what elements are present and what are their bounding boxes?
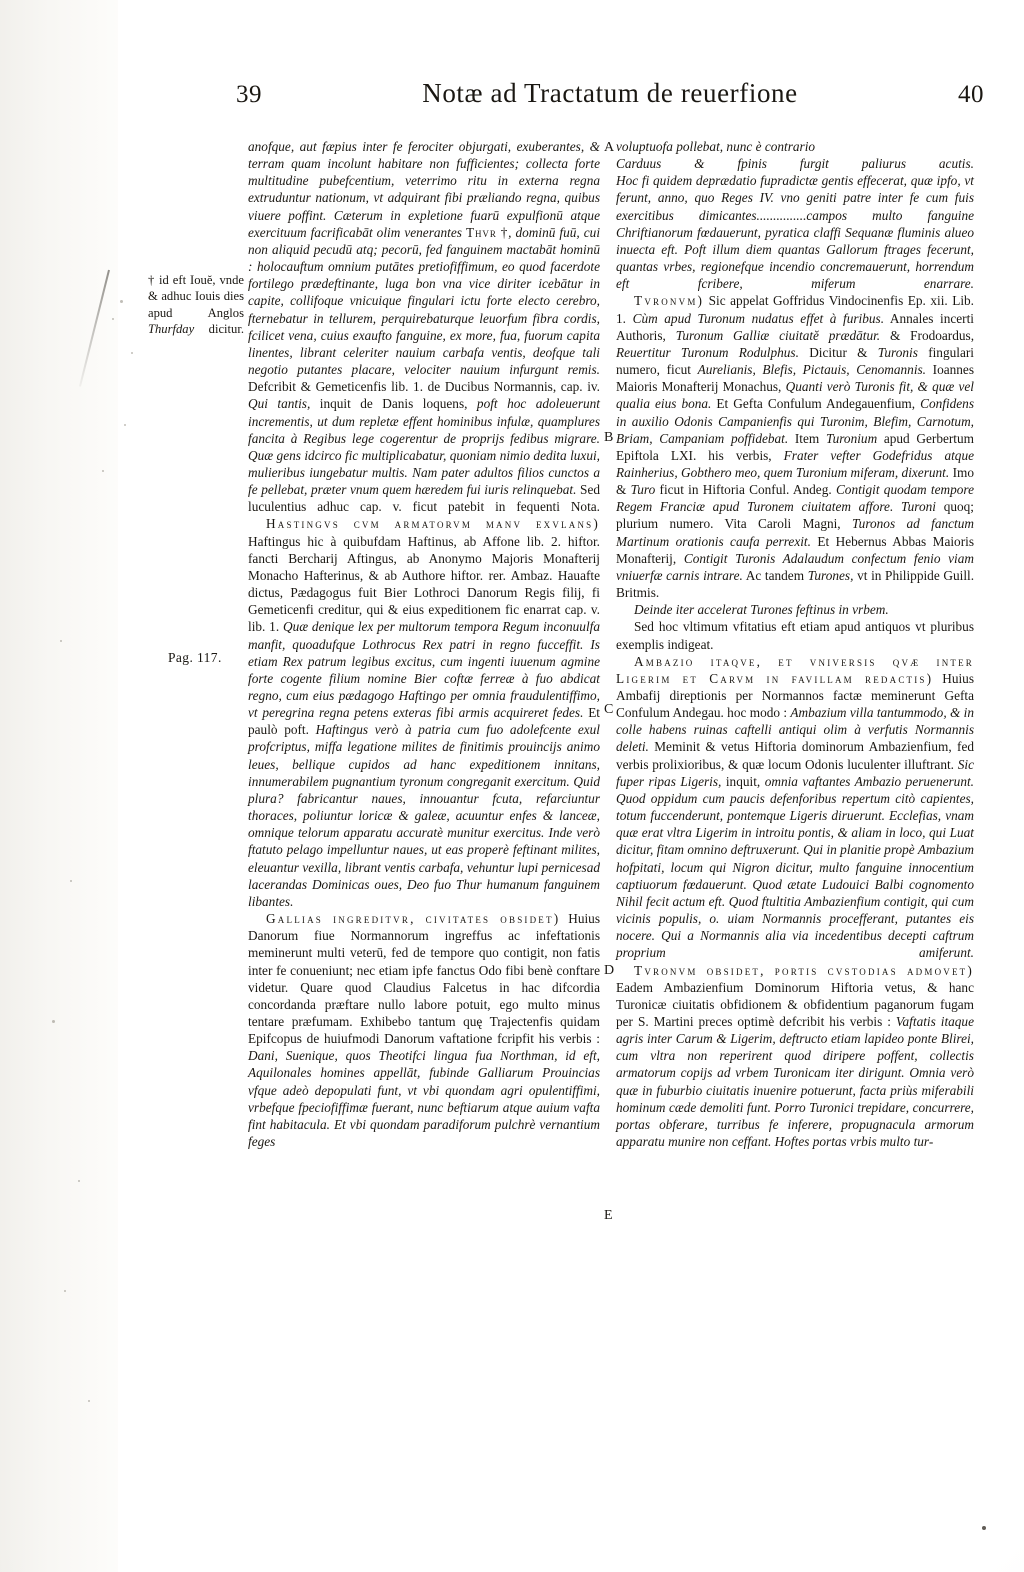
paragraph-hoc-si-quidem: Hoc fi quidem deprædatio fupradictæ gentis effecerat, quæ ipfo, vt ferunt, anno, quo Reges IV. vno geniti patre inter fe cum fuis exercitibus dimicantes...............campos multo fanguine Chriftianorum fœdauerunt, pyratica claffi Sequanæ fluminis alueo inuecta eft. Poft illum diem quantas Gallorum ftrages fecerunt, quantas vrbes, regionefque incendio concremauerunt, horrendum eft fcribere, miferum enarrare.	[616, 173, 974, 292]
turonum-obsidet-quote: Vaftatis itaque agris inter Carum & Ligerim, deftructo etiam lapideo ponte Blirei, cum vltra non reperirent quod diripere poffent, collectis armatorum copijs ad vrbem Turonicam iter dirigunt. Omnia verò quæ in fuburbio ciuitatis inuenire potuerunt, facta priùs miferabili hominum cæde demoliti funt. Porro Turonici trepidare, concurrere, portas obferare, turribus fe inferere, propugnacula armorum apparatu munire non ceffant. Hoftes portas vrbis multo tur-	[616, 1013, 974, 1150]
turonum-roman-d: fingulari numero, ficut	[616, 344, 974, 378]
marginal-note-italic: Thurfday	[148, 322, 195, 337]
side-letter-c: C	[604, 702, 614, 717]
turonum-roman-h: apud Gerbertum Epiftola LXI. his verbis,	[616, 430, 974, 463]
paragraph-turonum-obsidet	[616, 962, 974, 1151]
paragraph-gallias	[248, 910, 600, 1150]
turonum-quote-m: Contigit Turonis Adalaudum confectum fenio viam vniuerfæ carnis intrare.	[616, 550, 974, 583]
side-letter-e: E	[604, 1208, 613, 1223]
ambazio-roman-a: Meminit & vetus Hiftoria dominorum Ambazienfium, fed verbis prolixioribus, & quæ locum Odonis luculenter illuftrant.	[616, 739, 974, 772]
ink-dot-mark	[982, 1526, 986, 1530]
paragraph-hastingus-quote2: Haftingus verò à patria cum fuo adolefcente exul profcriptus, miffa legatione milites de finitimis prouincijs animo leues, bellique cupidos ad hanc expeditionem innitans, innumerabilem pugnantium tyronum congreganit exercitum. Quid plura? fabricantur naues, innouantur fcuta, refarciuntur thoraces, poliuntur loricæ & galeæ, acuuntur enfes & lanceæ, omnique telorum apparatu accuratè munitur exercitus. Inde verò ftatuto pelago impelluntur naues, ut eas properè feftinant milites, eleuantur vexilla, librant ventis carbafa, vehuntur lupi pernicesad lacerandas Dominicas oues, Deo fuo Thur humanum fanguinem libantes.	[248, 722, 600, 909]
turonum-quote-g: Confidens in auxilio Odonis Campanienfis qui Turonim, Blefim, Carnotum, Briam, Campaniam poffidebat.	[616, 396, 975, 446]
paragraph-deinde: Deinde iter accelerat Turones feftinus in vrbem.	[634, 602, 889, 618]
turonum-quote-k: Contigit quodam tempore Regem Franciæ apud Turonem ciuitatem affore. Turoni	[616, 482, 974, 515]
turonum-quote-c: Reuertitur Turonum Rodulphus.	[616, 344, 799, 360]
paragraph-turonum	[616, 292, 974, 601]
scan-speck	[112, 318, 114, 320]
heading-gallias: Gallias ingreditvr, civitates obsidet)	[266, 911, 561, 927]
paragraph-verse-line: Carduus & fpinis furgit paliurus acutis.	[616, 156, 974, 172]
paragraph-describit-inquit: inquit de Danis loquens,	[319, 396, 468, 412]
scan-speck	[70, 880, 72, 882]
smallcaps-thur: Thvr	[466, 224, 497, 240]
paragraph-describit-quote: poft hoc adoleuerunt incrementis, ut dum repletæ effent hominibus infulæ, quamplures fancita à Regibus lege cogerentur de proprijs fedibus migrare. Quæ gens idcirco fic multiplicabatur, quoniam nimio dedita luxui, mulieribus iungebatur multis. Nam pater adultos filios cunctos a fe pellebat, præter vnum quem hæredem fui iuris relinquebat.	[248, 396, 600, 498]
turonum-roman-a: Annales incerti Authoris,	[616, 310, 974, 343]
turonum-quote-l: Turonos ad fanctum Martinum orationis caufa perrexit.	[616, 516, 974, 549]
turonum-roman-m: Ac tandem	[745, 567, 805, 583]
paragraph-hastingus	[248, 515, 600, 910]
ambazio-quote-c: omnia vaftantes Ambazio peruenerunt. Quod oppidum cum paucis defenforibus repertum citò capientes, totum fuccenderunt, pontemque Ligeris diruerunt. Ecclefias, vnam quæ erat vltra Ligerim in introitu pontis, & aliam in loco, qui Luat dicitur, fitam omnino deftruxerunt. Qui in planitie propè Ambazium hofpitati, locum qui Nigron dicitur, multo fanguine innocentium captiuorum fœdauerunt. Quod ætate Ludouici Balbi cognomento Nihil fecit actum eft. Quod ftultitia Ambazienfium contigit, qui cum vicinis populis, o. uiam Normannis procefferant, putantes eis nocere. Qui a Normannis alia via incedentibus decepti caftrum proprium amiferunt.	[616, 773, 974, 961]
scan-speck	[64, 1290, 66, 1292]
paragraph-turonum-obsidet-text: Eadem Ambazienfium Dominorum Hiftoria vetus, & hanc Turonicæ ciuitatis obfidionem & obfidentium paganorum fugam per S. Martini preces optimè defcribit his verbis :	[616, 979, 974, 1029]
turonum-roman-f: Et Gefta Confulum Andegauenfium,	[716, 396, 916, 412]
turonum-roman-e: Ioannes Maioris Monafterij Monachus,	[616, 362, 975, 395]
turonum-roman-g: Item	[794, 430, 820, 446]
marginal-note-text: † id eft Iouĕ, vnde & adhuc Iouis dies apud Anglos	[148, 273, 244, 320]
turonum-quote-h: Turonium	[825, 430, 878, 446]
marginal-note-tail: dicitur.	[194, 322, 244, 337]
paragraph-hastingus-mid: Et paulò poft.	[248, 705, 601, 738]
turonum-quote-d: Turonis	[877, 344, 918, 360]
side-letter-d: D	[604, 963, 615, 978]
paragraph-describit-italic: Qui tantis,	[248, 396, 311, 412]
scan-edge-shadow	[0, 0, 118, 1572]
paragraph-gallias-text: Huius Danorum fiue Normannorum ingreffus ac infeftationis meminerunt multi veterū, fed de tempore quo contigit, non fatis inter fe conueniunt; nec etiam ipfe fanctus Odo fibi benè conftare videtur. Quare quod Claudius Falcetus in hac difcordia concordanda præftare nullo labore potuit, ego multo minus tentare præfumam. Exhibebo tantum quę Trajectenfis quidam Epifcopus de huiufmodi Danorum vaftatione fcripfit his verbis :	[248, 911, 600, 1047]
turonum-roman-b: & Frodoardus,	[889, 327, 975, 343]
paragraph-thur-text: , dominū fuū, cui non aliquid pecudū atq; pecorū, fed fanguinem mactabāt hominū : holocauftum omnium putātes pretiofiffimum, eo quod facerdote fortilego prædeftinante, luga bon vna vice diriter icebātur in capite, collifoque vnicuique fingulari ictu forte electo cerebro, fternebatur in tellurem, perquirebaturque leuorfum fibra cordis, fcilicet vena, cuius exaufto fanguine, ex more, fua, fuorum capita linentes, librant celeriter nauium carbafa ventis, deofque tali negotio putantes placare, velociter nauium infurgunt remis.	[248, 224, 601, 378]
turonum-roman-c: Dicitur &	[809, 344, 868, 360]
turonum-roman-k: quoq; plurium numero. Vita Caroli Magni,	[616, 499, 974, 532]
ambazio-quote-b: Sic fuper ripas Ligeris,	[616, 756, 974, 789]
scan-speck	[124, 424, 126, 426]
paragraph-sed-hoc: Sed hoc vltimum vfitatius eft etiam apud antiquos vt pluribus exemplis indigeat.	[616, 619, 974, 652]
scan-speck	[78, 1180, 80, 1182]
turonum-roman-l: Et Hebernus Abbas Maioris Monafterij,	[616, 533, 974, 566]
scan-speck	[88, 1400, 90, 1402]
scan-speck	[120, 300, 123, 303]
turonum-quote-e: Aurelianis, Blefis, Pictauis, Cenomannis.	[697, 362, 927, 378]
marginal-note	[148, 272, 244, 337]
side-letter-a: A	[604, 140, 615, 155]
ambazio-roman-b: inquit,	[725, 773, 761, 789]
turonum-quote-f: Quanti verò Turonis fit, & quæ vel qualia eius bona.	[616, 379, 974, 412]
running-head	[236, 78, 984, 120]
paragraph-exuberantes	[248, 138, 600, 515]
page-reference-label: Pag. 117.	[168, 650, 222, 665]
scan-speck	[52, 1020, 55, 1023]
paragraph-hastingus-quote: Quæ denique lex per multorum tempora Regum inconuulfa manfit, quoadufque Lothrocus Rex patri in regno fucceffit. Is etiam Rex patrum legibus excitus, cum ingenti iuuenum agmine forte cogente filium nomine Bier coftæ ferreæ à fuo abdicat regno, cum eius pædagogo Haftingo per omnia fraudulentiffimo, vt peregrina regna petens exteras fibi armis acquireret fedes.	[248, 619, 600, 721]
heading-hastingus: Hastingvs cvm armatorvm manv exvlans)	[266, 516, 600, 532]
left-text-column	[248, 138, 600, 1150]
heading-ambazio: Ambazio itaqve, et vniversis qvæ inter Ligerim et Carvm in favillam redactis)	[616, 653, 974, 686]
heading-turonum: Tvronvm)	[634, 293, 705, 309]
right-text-column	[616, 138, 974, 1150]
turonum-quote-a: Cùm apud Turonum nudatus effet à furibus.	[632, 310, 885, 326]
heading-turonum-obsidet: Tvronvm obsidet, portis cvstodias admovet)	[634, 962, 974, 978]
side-letter-b: B	[604, 430, 614, 445]
paragraph-gallias-quote: Dani, Suenique, quos Theotifci lingua fua Northman, id eft, Aquilonales homines appellāt, fubinde Galliarum Prouincias vfque adeò depopulati funt, vt vbi quondam agri opulentiffimi, vrbefque fpeciofiffimæ fuerant, nunc beftiarum atque auium vafta fint habitacula. Et vbi quondam paradiforum pulchrè vernantium feges	[248, 1048, 600, 1150]
scan-speck	[131, 352, 133, 354]
paragraph-hastingus-text: Haftingus hic à quibufdam Haftinus, ab Affone lib. 2. hiftor. fancti Bercharij Aftingus, ab Anonymo Majoris Monafterij Monacho Hafterinus, & ab Authore hiftor. rer. Ambaz. Hauafte dictus, Pædagogus fuit Bier Lothroci Danorum Regis filij, fi Gemeticenfi creditur, qui & eius expeditionem fic enarrat cap. v. lib. 1.	[248, 533, 600, 635]
paragraph-describit-end: Sed luculentius adhuc cap. v. ficut patebit in fequenti Nota.	[248, 482, 600, 515]
paragraph-text: anofque, aut fæpius inter fe ferociter objurgati, exuberantes, & terram quam incolunt habitare non fufficientes; collecta forte multitudine pubefcentium, veterrimo ritu in externa regna extruduntur nationum, vt adquirant fibi præliando regna, quibus viuere poffint. Cæterum in expletione fuarū expulfionū atque exercituum facrificabāt olim venerantes	[248, 139, 600, 240]
folio-number-left: 39	[236, 81, 262, 108]
paragraph-ambazio	[616, 653, 974, 962]
paragraph-turonum-text: Sic appelat Goffridus Vindocinenfis Ep. xii. Lib. 1.	[616, 293, 975, 326]
ambazio-quote-a: Ambazium villa tantummodo, & in colle habens ruinas caftelli antiqui olim à verfutis Normannis deleti.	[616, 705, 974, 755]
turonum-roman-j: ficut in Hiftoria Conful. Andeg.	[659, 482, 832, 498]
turonum-quote-b: Turonum Galliæ ciuitatĕ prædātur.	[675, 327, 881, 343]
paragraph-voluptuosa: voluptuofa pollebat, nunc è contrario	[616, 139, 816, 154]
scan-speck	[60, 640, 62, 642]
page-title: Notæ ad Tractatum de reuerfione	[422, 78, 798, 108]
scan-speck	[102, 470, 104, 472]
turonum-roman-i: Imo &	[616, 464, 975, 498]
paragraph-ambazio-text: Huius Ambafij direptionis per Normannos factæ meminerunt Gefta Confulum Andegau. hoc modo :	[616, 670, 974, 721]
turonum-quote-n: Turones,	[807, 567, 854, 583]
turonum-quote-i: Frater vefter Godefridus atque Rainherius, Gobthero meo, quem Turonium miferam, dixerunt.	[616, 447, 974, 480]
turonum-roman-n: vt in Philippide Guill. Britmis.	[616, 567, 975, 601]
turonum-quote-j: Turo	[630, 482, 656, 498]
dagger-glyph: †	[500, 224, 509, 240]
paragraph-describit-roman: Defcribit & Gemeticenfis lib. 1. de Ducibus Normannis, cap. iv.	[248, 379, 600, 395]
folio-number-right: 40	[957, 81, 984, 108]
